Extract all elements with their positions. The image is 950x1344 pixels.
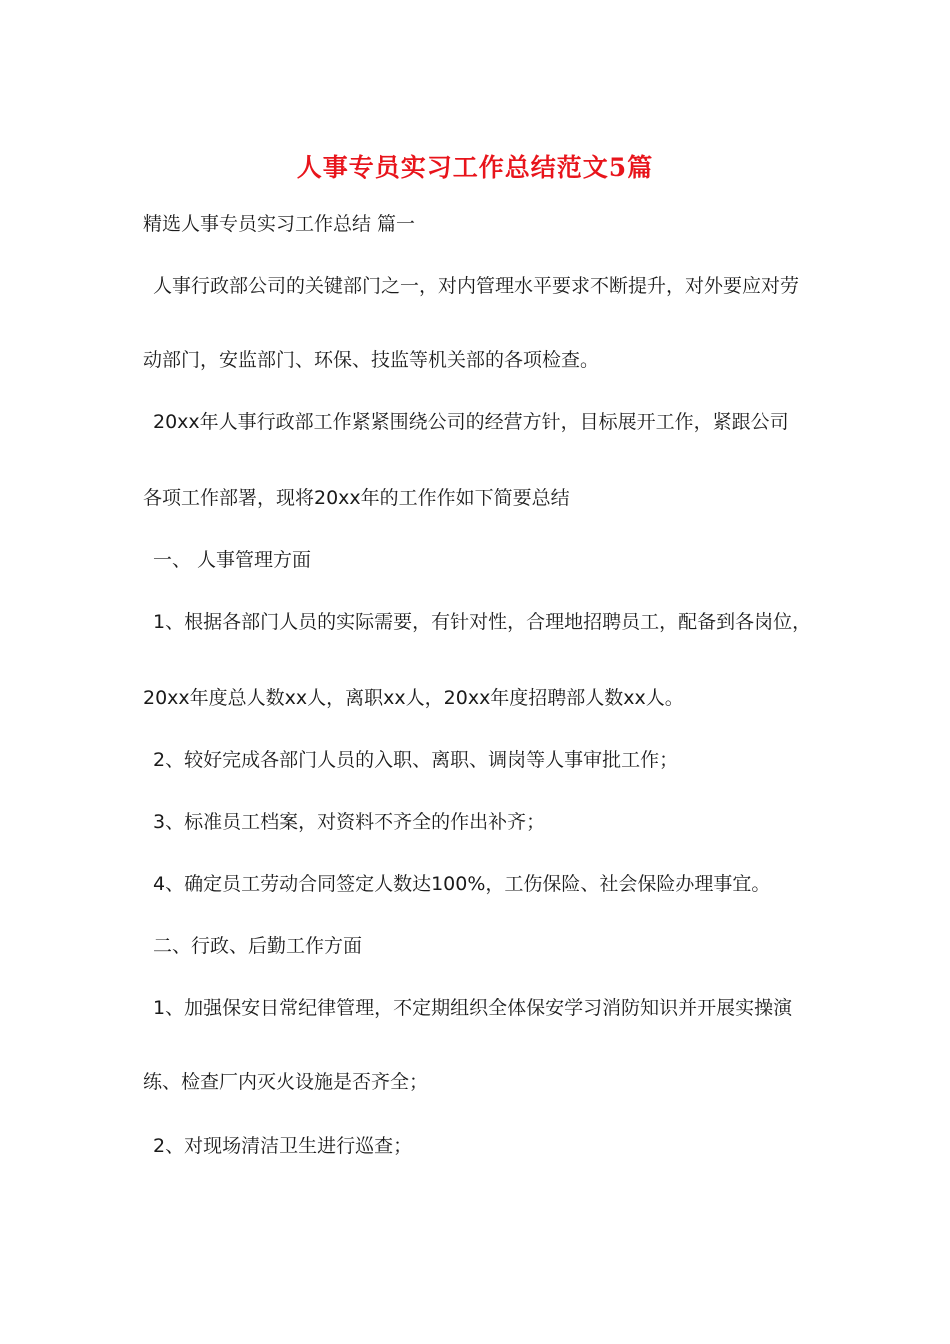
document-title: 人事专员实习工作总结范文5篇 (296, 153, 654, 182)
list-item: 4、确定员工劳动合同签定人数达100%，工伤保险、社会保险办理事宜。 (153, 873, 771, 895)
list-item: 2、对现场清洁卫生进行巡查； (153, 1135, 413, 1157)
section-subtitle: 精选人事专员实习工作总结 篇一 (143, 213, 416, 235)
list-item: 3、标准员工档案，对资料不齐全的作出补齐； (153, 811, 546, 833)
paragraph-line: 动部门，安监部门、环保、技监等机关部的各项检查。 (143, 349, 600, 371)
paragraph-line: 人事行政部公司的关键部门之一，对内管理水平要求不断提升，对外要应对劳 (153, 275, 800, 297)
list-item: 2、较好完成各部门人员的入职、离职、调岗等人事审批工作； (153, 749, 679, 771)
paragraph-line: 练、检查厂内灭火设施是否齐全； (143, 1071, 429, 1093)
list-item: 1、加强保安日常纪律管理，不定期组织全体保安学习消防知识并开展实操演 (153, 997, 793, 1019)
section-heading: 一、 人事管理方面 (153, 549, 312, 571)
paragraph-line: 20xx年度总人数xx人，离职xx人，20xx年度招聘部人数xx人。 (143, 687, 684, 709)
paragraph-line: 20xx年人事行政部工作紧紧围绕公司的经营方针，目标展开工作，紧跟公司 (153, 411, 789, 433)
section-heading: 二、行政、后勤工作方面 (153, 935, 363, 957)
list-item: 1、根据各部门人员的实际需要，有针对性，合理地招聘员工，配备到各岗位， (153, 611, 812, 633)
paragraph-line: 各项工作部署，现将20xx年的工作作如下简要总结 (143, 487, 570, 509)
